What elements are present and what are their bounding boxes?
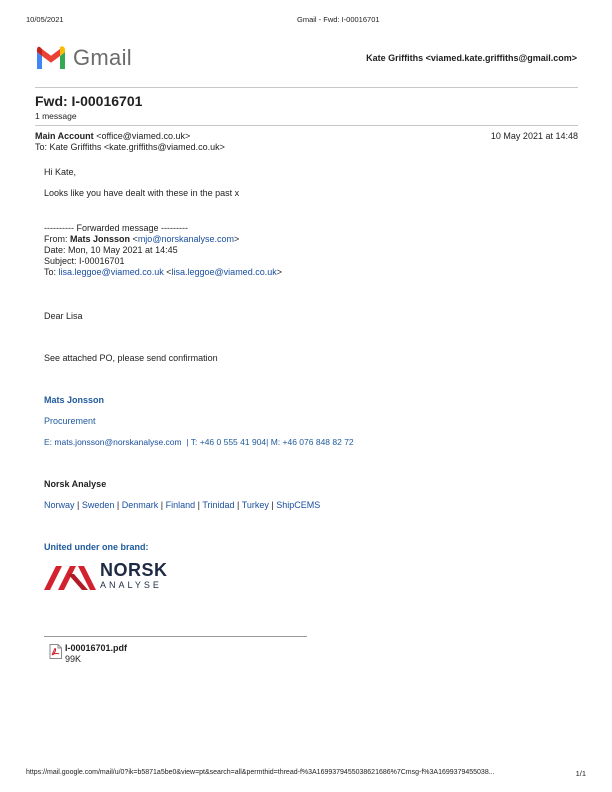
print-title: Gmail - Fwd: I-00016701	[297, 15, 380, 24]
signature-email-link[interactable]: mats.jonsson@norskanalyse.com	[54, 437, 182, 447]
company-name: Norsk Analyse	[44, 479, 107, 489]
message-to: To: Kate Griffiths <kate.griffiths@viamed.co.uk>	[35, 142, 225, 152]
bracket-close: >	[276, 267, 282, 277]
gmail-logo-icon	[35, 45, 67, 69]
separator: |	[114, 500, 122, 510]
separator: |	[234, 500, 242, 510]
forward-to	[44, 267, 282, 278]
forward-body: See attached PO, please send confirmation	[44, 353, 218, 363]
separator: |	[195, 500, 203, 510]
intro-line: Looks like you have dealt with these in the past x	[44, 188, 240, 198]
contact-prefix: E:	[44, 437, 55, 447]
message-date: 10 May 2021 at 14:48	[490, 131, 578, 141]
contact-phones: | T: +46 0 555 41 904| M: +46 076 848 82 72	[181, 437, 354, 447]
attachment-filename[interactable]: I-00016701.pdf	[65, 643, 128, 653]
attachment-size: 99K	[65, 654, 82, 664]
message-count: 1 message	[35, 111, 77, 121]
forward-to-label: To:	[44, 267, 57, 277]
country-link-finland[interactable]: Finland	[165, 500, 196, 510]
country-link-norway[interactable]: Norway	[44, 500, 75, 510]
bracket-open: <	[132, 234, 138, 244]
sender-email: <office@viamed.co.uk>	[96, 131, 191, 141]
attachment-divider	[44, 636, 307, 637]
sender-name: Main Account	[35, 131, 94, 141]
bracket-open: <	[166, 267, 172, 277]
norsk-analyse-logo	[44, 562, 174, 592]
forward-from-label: From:	[44, 234, 68, 244]
country-links	[44, 500, 320, 511]
signature-role: Procurement	[44, 416, 96, 426]
signature-contact	[44, 437, 354, 448]
forward-to-link[interactable]: lisa.leggoe@viamed.co.uk	[58, 267, 164, 277]
logo-text-norsk: NORSK	[100, 560, 168, 580]
forward-separator: ---------- Forwarded message ---------	[44, 223, 188, 233]
account-line: Kate Griffiths <viamed.kate.griffiths@gmail.com>	[366, 53, 577, 63]
forward-date: Date: Mon, 10 May 2021 at 14:45	[44, 245, 178, 255]
forward-subject: Subject: I-00016701	[44, 256, 125, 266]
united-brand-label: United under one brand:	[44, 542, 149, 552]
separator: |	[268, 500, 277, 510]
message-from	[35, 131, 190, 142]
country-link-turkey[interactable]: Turkey	[241, 500, 269, 510]
country-link-shipcems[interactable]: ShipCEMS	[276, 500, 321, 510]
forward-to-email-link[interactable]: lisa.leggoe@viamed.co.uk	[171, 267, 277, 277]
thread-subject: Fwd: I-00016701	[35, 93, 143, 109]
greeting: Hi Kate,	[44, 167, 77, 177]
separator: |	[158, 500, 166, 510]
header-divider	[35, 87, 578, 88]
print-page-number: 1/1	[575, 769, 586, 778]
country-link-trinidad[interactable]: Trinidad	[202, 500, 235, 510]
signature-name: Mats Jonsson	[44, 395, 105, 405]
pdf-file-icon	[49, 644, 62, 659]
country-link-sweden[interactable]: Sweden	[81, 500, 115, 510]
country-link-denmark[interactable]: Denmark	[121, 500, 159, 510]
print-date: 10/05/2021	[26, 15, 64, 24]
forward-from-email-link[interactable]: mjo@norskanalyse.com	[137, 234, 234, 244]
forward-from-name: Mats Jonsson	[70, 234, 131, 244]
subject-divider	[35, 125, 578, 126]
gmail-wordmark: Gmail	[73, 45, 132, 70]
logo-text-analyse: ANALYSE	[100, 580, 162, 590]
forward-from	[44, 234, 239, 245]
norsk-analyse-mark-icon	[44, 562, 96, 590]
bracket-close: >	[233, 234, 240, 244]
print-url: https://mail.google.com/mail/u/0?ik=b5871a5be0&view=pt&search=all&permthid=thread-f%3A1699379455038621686%7Cmsg-f%3A1699379455038...	[26, 769, 495, 776]
separator: |	[74, 500, 82, 510]
forward-greeting: Dear Lisa	[44, 311, 83, 321]
